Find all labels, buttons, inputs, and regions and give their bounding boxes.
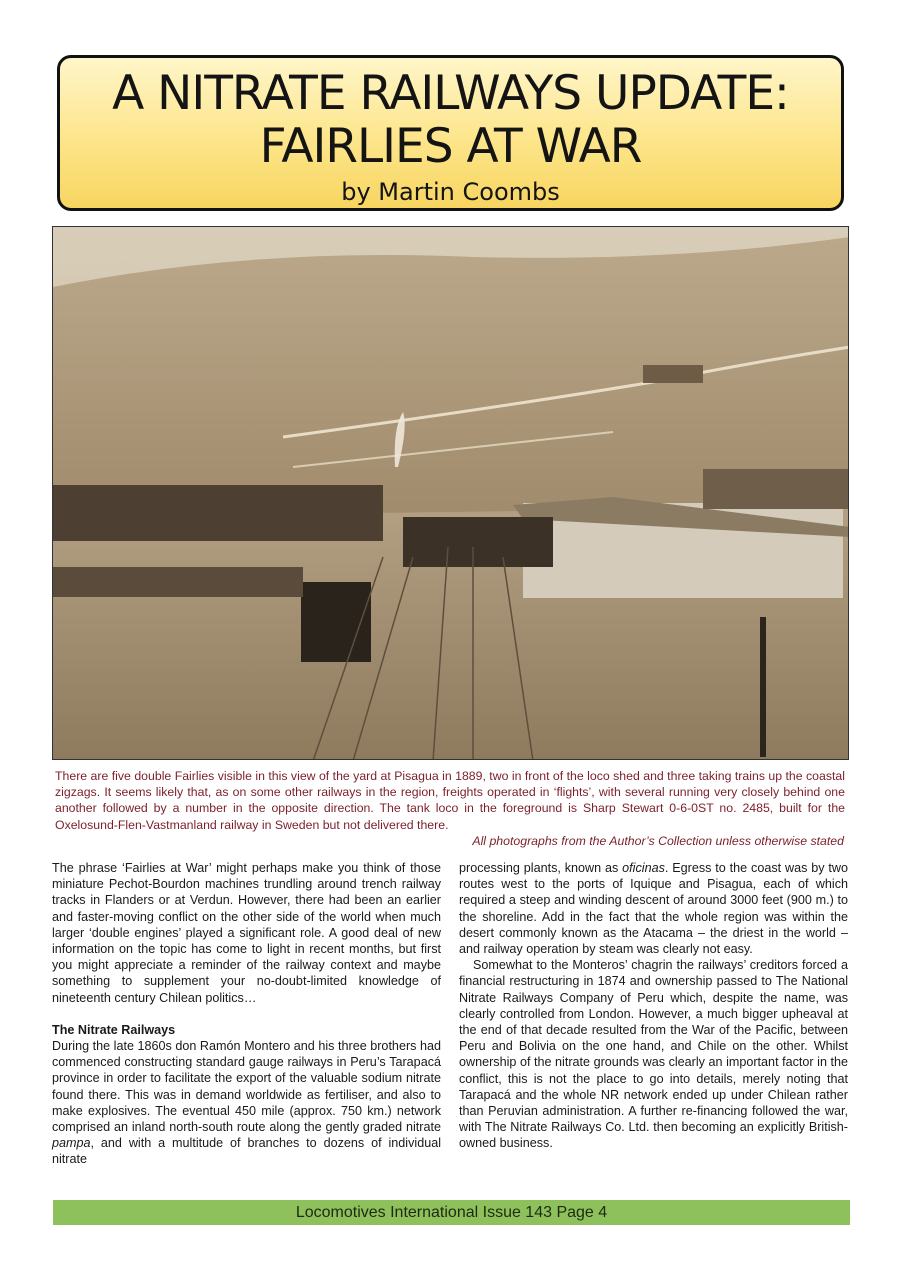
intro-paragraph: The phrase ‘Fairlies at War’ might perhaps make you think of those miniature Pechot-Bourdon machines trundling around trench railway tracks in Flanders or at Verdun. However, there had been an earlier and faster-moving conflict on the other side of the world when much larger ‘double engines’ played a significant role. A good deal of new information on the topic has come to light in recent months, but first you might appreciate a reminder of the railway context and maybe something to supplement your no-doubt-limited knowledge of nineteenth century Chilean politics…: [52, 861, 441, 1005]
title-line-1: A NITRATE RAILWAYS UPDATE:: [112, 66, 789, 121]
article-column-right: [459, 860, 848, 1152]
foreground-lamp-post: [760, 617, 766, 757]
water-tank: [703, 469, 849, 509]
body-paragraph-2: Somewhat to the Monteros’ chagrin the railways’ creditors forced a financial restructuring in 1874 and ownership passed to The National Nitrate Railways Company of Peru which, despite the name, was clearly controlled from London. However, a much bigger upheaval at the end of that decade resulted from the War of the Pacific, between Peru and Bolivia on the one hand, and Chile on the other. Whilst ownership of the nitrate grounds was clearly an important factor in the conflict, this is not the place to go into details, merely noting that Tarapacá and the whole NR network ended up under Chilean rather than Peruvian administration. A further re-financing followed the war, with The Nitrate Railways Co. Ltd. then becoming an explicitly British-owned business.: [459, 958, 848, 1151]
title-line-2: FAIRLIES AT WAR: [259, 119, 642, 174]
body-paragraph-1b: processing plants, known as oficinas. Egress to the coast was by two routes west to the ports of Iquique and Pisagua, each of which required a steep and winding descent of around 3000 feet (900 m.) to the shoreline. Add in the fact that the whole region was within the desert commonly known as the Atacama – the driest in the world – and railway operation by steam was clearly not easy.: [459, 861, 849, 957]
photo-caption: There are five double Fairlies visible in this view of the yard at Pisagua in 1889, two in front of the loco shed and three taking trains up the coastal zigzags. It seems likely that, as on some other railways in the region, freights operated in ‘flights’, with several running very closely behind one another followed by a number in the opposite direction. The tank loco in the foreground is Sharp Stewart 0-6-0ST no. 2485, built for the Oxelosund-Flen-Vastmanland railway in Sweden but not delivered there.: [55, 769, 845, 832]
title-banner: [57, 55, 844, 211]
byline: by Martin Coombs: [341, 178, 560, 206]
pisagua-yard-photo: [52, 226, 849, 760]
wagon-train: [403, 517, 553, 567]
article-column-left: [52, 860, 441, 1168]
page-footer: Locomotives International Issue 143 Page 4: [53, 1200, 850, 1225]
loco-shed: [53, 485, 383, 541]
body-paragraph-1a: During the late 1860s don Ramón Montero and his three brothers had commenced constructing standard gauge railways in Peru’s Tarapacá province in order to facilitate the export of the valuable sodium nitrate found there. This was in demand worldwide as fertiliser, and also to make explosives. The eventual 450 mile (approx. 750 km.) network comprised an inland north-south route along the gently graded nitrate pampa, and with a multitude of branches to dozens of individual nitrate: [52, 1039, 441, 1167]
hill-building: [643, 365, 703, 383]
harbour-wall: [53, 567, 303, 597]
section-heading: The Nitrate Railways: [52, 1022, 176, 1037]
photo-credit: All photographs from the Author’s Collection unless otherwise stated: [472, 834, 844, 848]
